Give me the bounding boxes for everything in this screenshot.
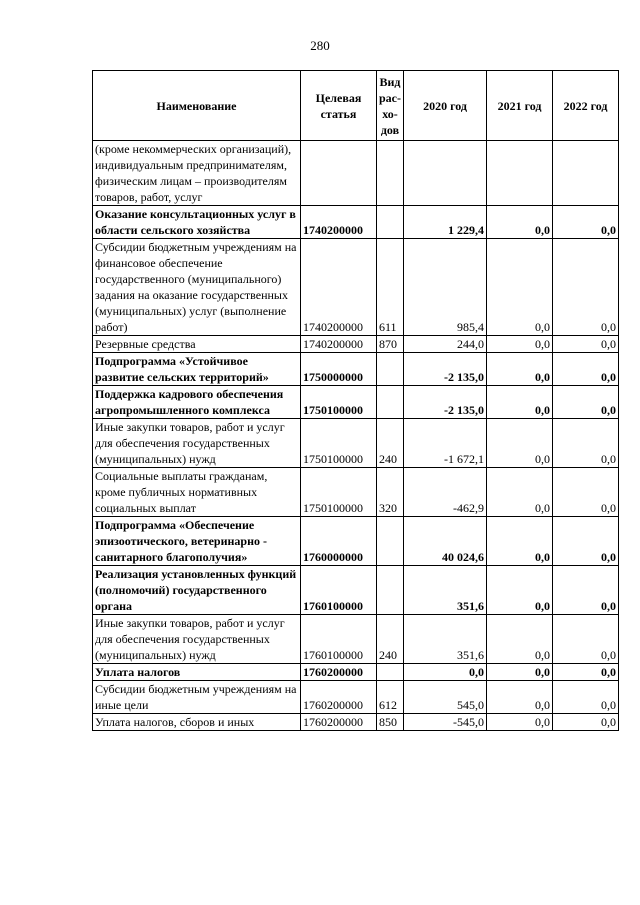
table-row — [93, 714, 619, 731]
cell-y2022: 0,0 — [553, 386, 619, 419]
cell-name: Резервные средства — [93, 336, 301, 353]
table-body — [93, 141, 619, 731]
cell-name: Субсидии бюджетным учреждениям на финансовое обеспечение государственного (муниципального) задания на оказание государственных (муниципальных) услуг (выполнение работ) — [93, 239, 301, 336]
table-row — [93, 239, 619, 336]
cell-y2022: 0,0 — [553, 714, 619, 731]
cell-name: Подпрограмма «Устойчивое развитие сельских территорий» — [93, 353, 301, 386]
cell-vr: 320 — [377, 468, 404, 517]
cell-code: 1760200000 — [301, 714, 377, 731]
cell-vr — [377, 566, 404, 615]
table-row — [93, 664, 619, 681]
header-2020: 2020 год — [404, 71, 487, 141]
cell-code: 1750100000 — [301, 419, 377, 468]
cell-y2021: 0,0 — [487, 468, 553, 517]
cell-y2020: 351,6 — [404, 615, 487, 664]
cell-vr — [377, 386, 404, 419]
header-vr: Вид рас-хо-дов — [377, 71, 404, 141]
header-2022: 2022 год — [553, 71, 619, 141]
cell-y2021: 0,0 — [487, 386, 553, 419]
table-row — [93, 566, 619, 615]
cell-name: Оказание консультационных услуг в области сельского хозяйства — [93, 206, 301, 239]
table-row — [93, 517, 619, 566]
cell-y2021: 0,0 — [487, 664, 553, 681]
cell-y2021: 0,0 — [487, 419, 553, 468]
cell-code: 1750000000 — [301, 353, 377, 386]
cell-y2022: 0,0 — [553, 681, 619, 714]
cell-vr — [377, 206, 404, 239]
header-name: Наименование — [93, 71, 301, 141]
cell-vr — [377, 664, 404, 681]
header-2021: 2021 год — [487, 71, 553, 141]
cell-name: Субсидии бюджетным учреждениям на иные цели — [93, 681, 301, 714]
cell-vr: 611 — [377, 239, 404, 336]
cell-code: 1760200000 — [301, 681, 377, 714]
table-row — [93, 206, 619, 239]
cell-y2020: 40 024,6 — [404, 517, 487, 566]
cell-y2020: -2 135,0 — [404, 353, 487, 386]
cell-y2021: 0,0 — [487, 714, 553, 731]
cell-y2022: 0,0 — [553, 566, 619, 615]
cell-y2020: -1 672,1 — [404, 419, 487, 468]
cell-y2021: 0,0 — [487, 336, 553, 353]
header-code: Целевая статья — [301, 71, 377, 141]
cell-name: Реализация установленных функций (полномочий) государственного органа — [93, 566, 301, 615]
table-row — [93, 419, 619, 468]
table-row — [93, 468, 619, 517]
cell-vr: 850 — [377, 714, 404, 731]
table-row — [93, 336, 619, 353]
cell-y2021: 0,0 — [487, 615, 553, 664]
cell-y2020: 351,6 — [404, 566, 487, 615]
cell-y2022: 0,0 — [553, 353, 619, 386]
cell-y2021: 0,0 — [487, 239, 553, 336]
cell-y2021 — [487, 141, 553, 206]
table-row — [93, 681, 619, 714]
cell-vr — [377, 141, 404, 206]
cell-y2022: 0,0 — [553, 468, 619, 517]
cell-code: 1750100000 — [301, 386, 377, 419]
cell-vr: 240 — [377, 419, 404, 468]
cell-code — [301, 141, 377, 206]
table-row — [93, 353, 619, 386]
cell-y2021: 0,0 — [487, 566, 553, 615]
cell-y2020: 0,0 — [404, 664, 487, 681]
cell-vr: 240 — [377, 615, 404, 664]
cell-vr — [377, 517, 404, 566]
cell-vr — [377, 353, 404, 386]
table-row — [93, 141, 619, 206]
cell-code: 1760100000 — [301, 566, 377, 615]
cell-y2021: 0,0 — [487, 206, 553, 239]
cell-name: Подпрограмма «Обеспечение эпизоотического, ветеринарно - санитарного благополучия» — [93, 517, 301, 566]
page-number: 280 — [310, 38, 330, 53]
cell-y2022: 0,0 — [553, 336, 619, 353]
cell-y2021: 0,0 — [487, 517, 553, 566]
cell-y2020: 244,0 — [404, 336, 487, 353]
cell-vr: 870 — [377, 336, 404, 353]
cell-y2020: -462,9 — [404, 468, 487, 517]
cell-y2021: 0,0 — [487, 681, 553, 714]
cell-y2020: 545,0 — [404, 681, 487, 714]
cell-y2020: -2 135,0 — [404, 386, 487, 419]
cell-y2022: 0,0 — [553, 517, 619, 566]
cell-name: Уплата налогов — [93, 664, 301, 681]
cell-y2020: 985,4 — [404, 239, 487, 336]
table-row — [93, 615, 619, 664]
cell-y2022: 0,0 — [553, 206, 619, 239]
cell-code: 1760100000 — [301, 615, 377, 664]
cell-y2022: 0,0 — [553, 239, 619, 336]
cell-code: 1750100000 — [301, 468, 377, 517]
cell-code: 1740200000 — [301, 239, 377, 336]
table-row — [93, 386, 619, 419]
cell-vr: 612 — [377, 681, 404, 714]
cell-name: (кроме некоммерческих организаций), индивидуальным предпринимателям, физическим лицам – производителям товаров, работ, услуг — [93, 141, 301, 206]
cell-code: 1740200000 — [301, 206, 377, 239]
cell-y2020 — [404, 141, 487, 206]
cell-name: Уплата налогов, сборов и иных — [93, 714, 301, 731]
cell-y2022: 0,0 — [553, 419, 619, 468]
cell-y2020: -545,0 — [404, 714, 487, 731]
cell-name: Иные закупки товаров, работ и услуг для обеспечения государственных (муниципальных) нужд — [93, 419, 301, 468]
cell-code: 1760200000 — [301, 664, 377, 681]
budget-table — [92, 70, 619, 731]
cell-y2022 — [553, 141, 619, 206]
cell-y2022: 0,0 — [553, 615, 619, 664]
cell-code: 1740200000 — [301, 336, 377, 353]
cell-name: Иные закупки товаров, работ и услуг для обеспечения государственных (муниципальных) нужд — [93, 615, 301, 664]
cell-name: Поддержка кадрового обеспечения агропромышленного комплекса — [93, 386, 301, 419]
cell-code: 1760000000 — [301, 517, 377, 566]
cell-y2020: 1 229,4 — [404, 206, 487, 239]
cell-y2021: 0,0 — [487, 353, 553, 386]
cell-name: Социальные выплаты гражданам, кроме публичных нормативных социальных выплат — [93, 468, 301, 517]
cell-y2022: 0,0 — [553, 664, 619, 681]
table-header-row — [93, 71, 619, 141]
